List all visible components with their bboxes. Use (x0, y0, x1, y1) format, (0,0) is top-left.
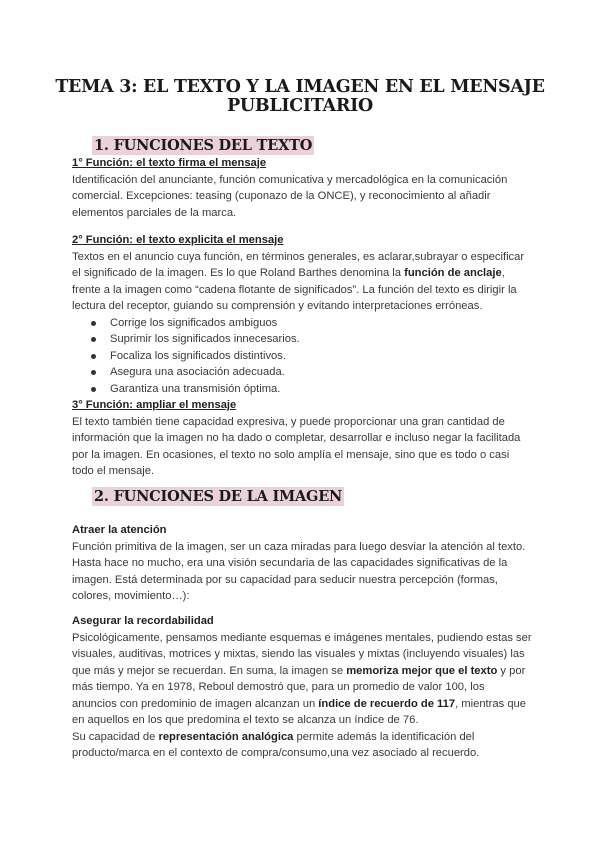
bold-text: índice de recuerdo de 117 (318, 697, 456, 710)
subsection-title: 1° Función: el texto firma el mensaje (72, 157, 267, 169)
paragraph-line (72, 588, 542, 605)
text: el significado de la imagen. Es lo que Roland Barthes denomina la (72, 267, 405, 279)
section-heading-imagen: 2. FUNCIONES DE LA IMAGEN (94, 488, 343, 505)
paragraph-line (72, 447, 542, 464)
paragraph-line (72, 463, 542, 480)
text: Hasta hace no mucho, era una visión secundaria de las capacidades significativas de la (72, 557, 508, 569)
paragraph-line (72, 663, 542, 680)
paragraph-line (72, 430, 542, 447)
title-line: TEMA 3: EL TEXTO Y LA IMAGEN EN EL MENSAJE (55, 77, 545, 97)
paragraph-line (72, 414, 542, 431)
text: información que la imagen no ha dado o completar, desarrollar e incluso negar la facilitada (72, 432, 521, 444)
text: El texto también tiene capacidad expresiva, y puede proporcionar una gran cantidad de (72, 415, 505, 428)
text: imagen. Está determinada por su capacidad para seducir nuestra percepción (formas, (72, 573, 498, 586)
paragraph-line (72, 172, 542, 189)
bullet-item: Corrige los significados ambiguos (72, 315, 542, 332)
text: por la imagen. En ocasiones, el texto no solo amplía el mensaje, sino que es todo o casi (72, 448, 510, 461)
text: elementos parciales de la marca. (72, 206, 237, 219)
paragraph-line (72, 282, 542, 299)
text: más tiempo. Ya en 1978, Reboul demostró que, para un promedio de valor 100, los (72, 681, 485, 693)
bullet-list (72, 315, 542, 398)
subsection-title: Asegurar la recordabilidad (72, 615, 214, 627)
text: todo el mensaje. (72, 465, 155, 477)
recordabilidad-block (72, 613, 542, 762)
paragraph-line (72, 729, 542, 746)
subsection-title: 2° Función: el texto explicita el mensaje (72, 234, 284, 246)
text: producto/marca en el contexto de compra/consumo,una vez asociado al recuerdo. (72, 747, 480, 759)
section-heading-texto: 1. FUNCIONES DEL TEXTO (94, 137, 313, 154)
paragraph-line (72, 298, 542, 315)
paragraph-line (72, 265, 542, 282)
bold-text: memoriza mejor que el texto (346, 664, 498, 677)
text: comercial. Excepciones: teasing (cuponazo de la ONCE), y reconocimiento al añadir (72, 190, 491, 202)
text: Función primitiva de la imagen, ser un caza miradas para luego desviar la atención al texto. (72, 540, 526, 553)
text: que más y mejor se recuerdan. En suma, la imagen se (72, 664, 347, 677)
bold-text: función de anclaje (404, 267, 502, 279)
document-title (0, 78, 600, 116)
bullet-item: Suprimir los significados innecesarios. (72, 331, 542, 348)
bullet-item: Garantiza una transmisión óptima. (72, 381, 542, 398)
paragraph-line (72, 630, 542, 647)
paragraph-line (72, 646, 542, 663)
subsection-title: Atraer la atención (72, 524, 167, 536)
text: frente a la imagen como “cadena flotante de significados”. La función del texto es dirigir la (72, 283, 517, 296)
text: anuncios con predominio de imagen alcanzan un (72, 697, 319, 710)
paragraph-line (72, 188, 542, 205)
paragraph-line (72, 205, 542, 222)
text: permite además la identificación del (293, 730, 475, 743)
bullet-item: Asegura una asociación adecuada. (72, 364, 542, 381)
paragraph-line (72, 745, 542, 762)
text: Textos en el anuncio cuya función, en términos generales, es aclarar,subrayar o especificar (72, 250, 525, 263)
text: Psicológicamente, pensamos mediante esquemas e imágenes mentales, pudiendo estas ser (72, 631, 532, 644)
text: lectura del receptor, guiando su comprensión y evitando interpretaciones erróneas. (72, 300, 483, 312)
function-3-block (72, 397, 542, 480)
title-line: PUBLICITARIO (227, 96, 373, 116)
paragraph-line (72, 539, 542, 556)
paragraph-line (72, 679, 542, 696)
text: , (501, 267, 505, 279)
paragraph-line (72, 572, 542, 589)
text: Identificación del anunciante, función comunicativa y mercadológica en la comunicación (72, 173, 508, 186)
paragraph-line (72, 696, 542, 713)
text: , mientras que (455, 697, 526, 710)
atraer-atencion-block (72, 522, 542, 605)
text: Su capacidad de (72, 730, 159, 743)
function-1-block (72, 155, 542, 221)
paragraph-line (72, 249, 542, 266)
paragraph-line (72, 712, 542, 729)
text: visuales, auditivas, motrices y mixtas, siendo las visuales y mixtas (incluyendo visuales) las (72, 648, 525, 660)
text: en aquellos en los que predomina el texto se alcanza un índice de 76. (72, 714, 419, 726)
bullet-item: Focaliza los significados distintivos. (72, 348, 542, 365)
function-2-block (72, 232, 542, 397)
text: y por (497, 664, 526, 677)
bold-text: representación analógica (158, 730, 294, 743)
text: colores, movimiento…): (72, 590, 190, 602)
subsection-title: 3° Función: ampliar el mensaje (72, 399, 237, 411)
paragraph-line (72, 555, 542, 572)
